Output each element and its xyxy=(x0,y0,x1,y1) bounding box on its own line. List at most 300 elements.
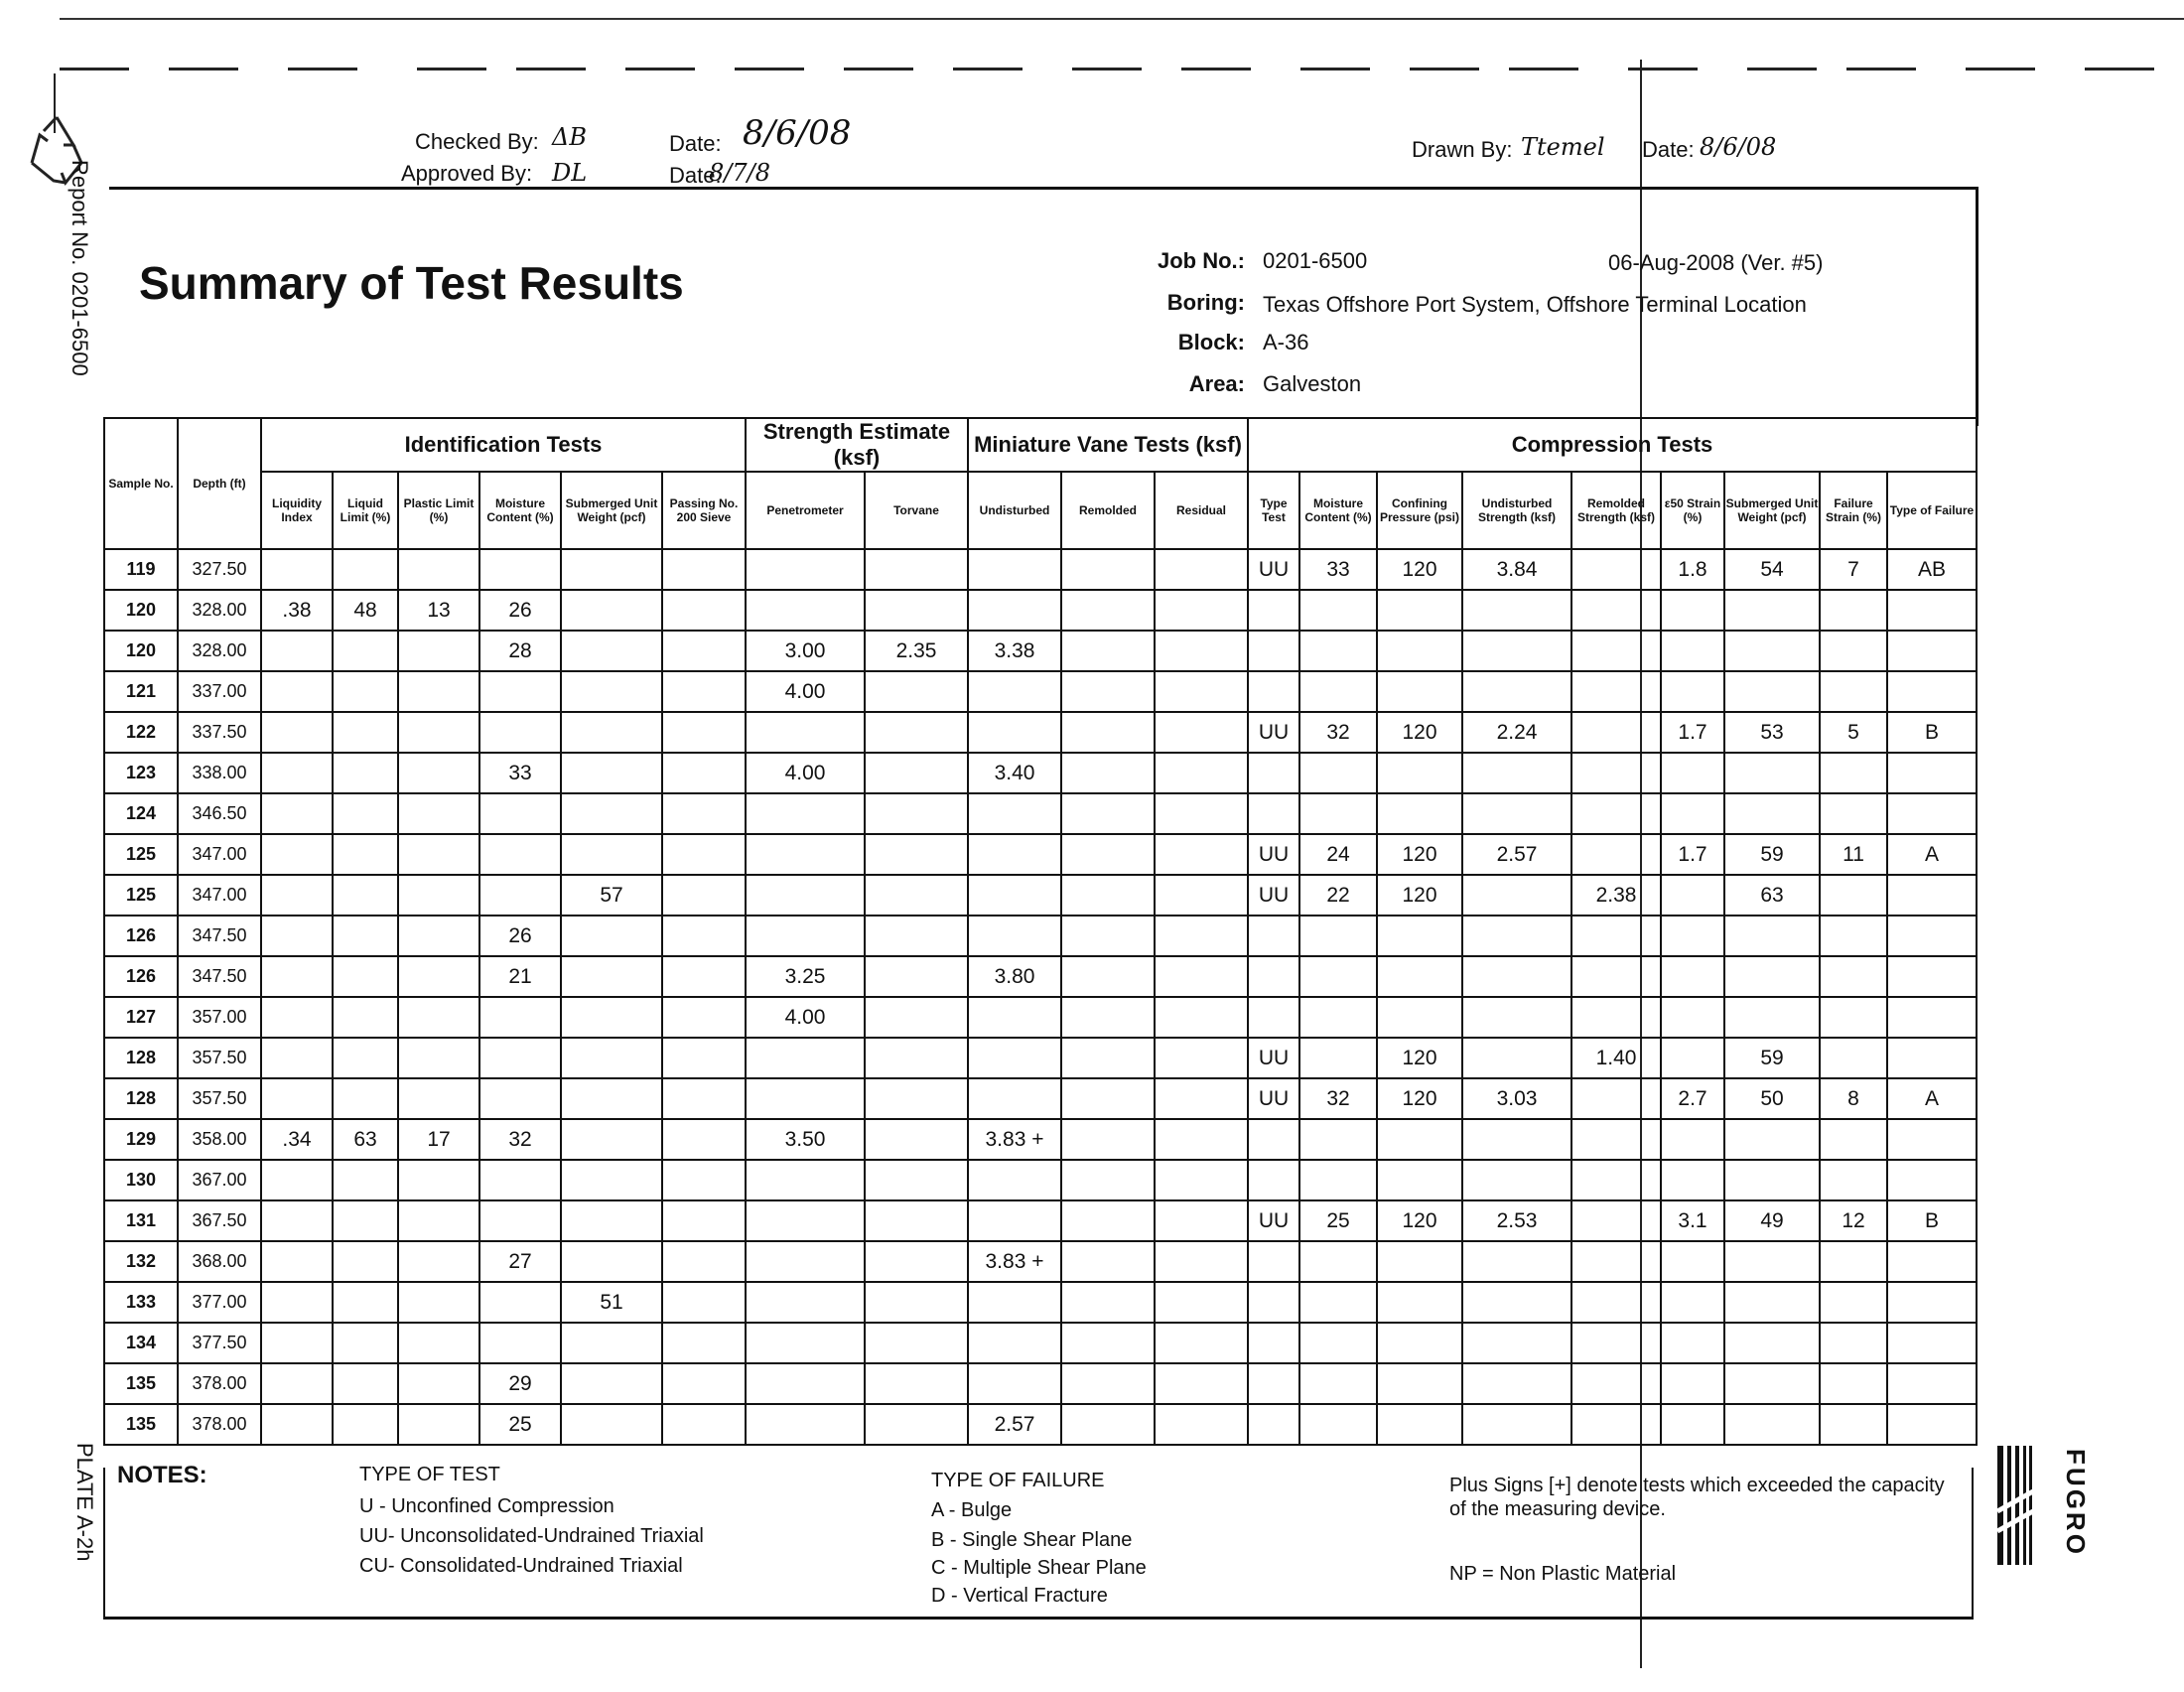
col-header: Liquidity Index xyxy=(261,472,333,549)
table-row xyxy=(104,549,1977,590)
table-cell xyxy=(1248,753,1299,793)
col-header: ε50 Strain (%) xyxy=(1661,472,1724,549)
table-cell xyxy=(333,1363,398,1404)
block-value: A-36 xyxy=(1263,330,1309,354)
table-cell xyxy=(662,1038,746,1078)
sample-no-cell: 131 xyxy=(104,1200,178,1241)
table-cell xyxy=(479,875,561,916)
table-cell xyxy=(662,549,746,590)
table-cell xyxy=(561,997,662,1038)
table-cell xyxy=(1724,1323,1820,1363)
table-cell xyxy=(398,1038,479,1078)
table-cell: .38 xyxy=(261,590,333,631)
table-cell xyxy=(1377,590,1462,631)
table-cell xyxy=(261,1241,333,1282)
table-cell xyxy=(1661,1119,1724,1160)
table-cell xyxy=(1377,1363,1462,1404)
table-cell: UU xyxy=(1248,1038,1299,1078)
table-row xyxy=(104,834,1977,875)
drawn-date-value: 8/6/08 xyxy=(1700,133,1777,161)
col-header: Passing No. 200 Sieve xyxy=(662,472,746,549)
group-miniature-vane-tests: Miniature Vane Tests (ksf) xyxy=(968,418,1248,472)
table-cell: 3.25 xyxy=(746,956,865,997)
table-cell xyxy=(1299,1282,1377,1323)
table-cell xyxy=(1724,793,1820,834)
page-title: Summary of Test Results xyxy=(139,257,684,309)
table-cell xyxy=(333,712,398,753)
table-cell xyxy=(1571,1119,1661,1160)
table-cell xyxy=(968,1200,1061,1241)
top-rule xyxy=(60,18,2184,20)
table-cell xyxy=(561,956,662,997)
table-cell xyxy=(1820,671,1887,712)
table-cell xyxy=(1155,631,1248,671)
table-cell xyxy=(1887,1363,1977,1404)
col-header: Submerged Unit Weight (pcf) xyxy=(1724,472,1820,549)
table-cell xyxy=(1248,997,1299,1038)
table-cell: 120 xyxy=(1377,549,1462,590)
depth-cell: 347.00 xyxy=(178,834,261,875)
date-value-2: 8/7/8 xyxy=(709,159,770,187)
table-cell xyxy=(746,1323,865,1363)
table-cell xyxy=(1724,671,1820,712)
table-cell xyxy=(1724,1282,1820,1323)
table-cell xyxy=(1820,997,1887,1038)
table-cell xyxy=(1155,834,1248,875)
table-cell xyxy=(746,1282,865,1323)
table-cell: 120 xyxy=(1377,712,1462,753)
table-cell xyxy=(1377,631,1462,671)
table-cell xyxy=(261,631,333,671)
col-header: Sample No. xyxy=(104,418,178,549)
scan-dash xyxy=(1072,68,1142,70)
table-cell xyxy=(968,916,1061,956)
type-of-test-item: UU- Unconsolidated-Undrained Triaxial xyxy=(359,1525,704,1547)
table-cell xyxy=(1462,671,1571,712)
depth-cell: 377.00 xyxy=(178,1282,261,1323)
table-cell: AB xyxy=(1887,549,1977,590)
table-cell xyxy=(398,834,479,875)
table-cell xyxy=(479,1282,561,1323)
table-cell: 2.7 xyxy=(1661,1078,1724,1119)
table-row xyxy=(104,875,1977,916)
table-cell: UU xyxy=(1248,834,1299,875)
sample-no-cell: 125 xyxy=(104,834,178,875)
depth-cell: 357.00 xyxy=(178,997,261,1038)
table-cell xyxy=(1661,1363,1724,1404)
approved-by-label: Approved By: xyxy=(401,161,533,186)
table-cell xyxy=(261,1200,333,1241)
table-cell xyxy=(1155,712,1248,753)
table-cell xyxy=(1820,1282,1887,1323)
table-cell xyxy=(1061,1038,1155,1078)
table-cell xyxy=(1820,631,1887,671)
scan-dash xyxy=(60,68,129,70)
col-header: Depth (ft) xyxy=(178,418,261,549)
table-cell xyxy=(1061,1119,1155,1160)
depth-cell: 358.00 xyxy=(178,1119,261,1160)
table-cell xyxy=(1377,1404,1462,1445)
table-cell: 33 xyxy=(1299,549,1377,590)
table-cell: 3.38 xyxy=(968,631,1061,671)
table-cell xyxy=(865,753,968,793)
table-cell xyxy=(261,1363,333,1404)
table-cell xyxy=(333,793,398,834)
table-cell: 32 xyxy=(1299,712,1377,753)
table-cell: 32 xyxy=(1299,1078,1377,1119)
table-cell xyxy=(662,834,746,875)
group-strength-estimate: Strength Estimate (ksf) xyxy=(746,418,968,472)
job-label: Job No.: xyxy=(1158,248,1245,273)
table-cell: 22 xyxy=(1299,875,1377,916)
table-cell xyxy=(662,793,746,834)
table-cell: 2.38 xyxy=(1571,875,1661,916)
table-row xyxy=(104,956,1977,997)
table-cell xyxy=(1571,793,1661,834)
table-row xyxy=(104,1200,1977,1241)
table-cell xyxy=(333,549,398,590)
date-value-1: 8/6/08 xyxy=(743,113,852,153)
table-row xyxy=(104,753,1977,793)
scan-dash xyxy=(1747,68,1817,70)
drawn-by-label: Drawn By: xyxy=(1412,137,1513,162)
table-cell: 2.53 xyxy=(1462,1200,1571,1241)
checked-by-signature: ΔB xyxy=(552,123,587,151)
depth-cell: 377.50 xyxy=(178,1323,261,1363)
table-cell xyxy=(1661,916,1724,956)
table-cell xyxy=(479,1200,561,1241)
table-cell xyxy=(1377,753,1462,793)
table-cell xyxy=(1724,631,1820,671)
table-cell xyxy=(561,753,662,793)
table-cell xyxy=(261,997,333,1038)
table-cell: 48 xyxy=(333,590,398,631)
table-cell xyxy=(968,834,1061,875)
table-cell xyxy=(1887,753,1977,793)
table-cell xyxy=(1571,1241,1661,1282)
table-row xyxy=(104,1404,1977,1445)
table-cell xyxy=(968,1078,1061,1119)
col-header: Penetrometer xyxy=(746,472,865,549)
table-cell xyxy=(1887,671,1977,712)
table-cell xyxy=(1462,1038,1571,1078)
table-cell xyxy=(333,1241,398,1282)
table-cell xyxy=(1887,1160,1977,1200)
table-cell xyxy=(865,1078,968,1119)
table-cell xyxy=(1820,1363,1887,1404)
sample-no-cell: 125 xyxy=(104,875,178,916)
table-cell xyxy=(479,793,561,834)
checked-by-label: Checked By: xyxy=(415,129,539,154)
date-version: 06-Aug-2008 (Ver. #5) xyxy=(1608,250,1824,275)
table-cell: 2.35 xyxy=(865,631,968,671)
table-cell xyxy=(1377,997,1462,1038)
table-cell: B xyxy=(1887,712,1977,753)
table-cell xyxy=(662,956,746,997)
table-cell xyxy=(398,631,479,671)
table-cell xyxy=(1061,1282,1155,1323)
non-plastic-note: NP = Non Plastic Material xyxy=(1449,1563,1677,1585)
table-cell xyxy=(1377,1323,1462,1363)
table-cell xyxy=(333,834,398,875)
depth-cell: 378.00 xyxy=(178,1404,261,1445)
scan-dash xyxy=(516,68,586,70)
table-row xyxy=(104,671,1977,712)
table-cell xyxy=(1299,1160,1377,1200)
col-header: Type of Failure xyxy=(1887,472,1977,549)
table-cell xyxy=(1248,631,1299,671)
table-cell xyxy=(333,1078,398,1119)
table-cell xyxy=(261,875,333,916)
table-cell: 120 xyxy=(1377,1078,1462,1119)
table-cell xyxy=(1061,793,1155,834)
table-cell: 21 xyxy=(479,956,561,997)
scan-dash xyxy=(1509,68,1578,70)
table-cell xyxy=(1571,1078,1661,1119)
table-cell xyxy=(1887,1241,1977,1282)
table-cell xyxy=(1820,753,1887,793)
table-cell: 3.00 xyxy=(746,631,865,671)
table-cell xyxy=(1299,1323,1377,1363)
table-cell xyxy=(1887,1404,1977,1445)
table-cell xyxy=(261,1323,333,1363)
table-cell xyxy=(398,793,479,834)
col-header: Remolded xyxy=(1061,472,1155,549)
table-cell xyxy=(479,1038,561,1078)
table-cell: 3.83 + xyxy=(968,1241,1061,1282)
table-cell xyxy=(968,1038,1061,1078)
table-cell xyxy=(1462,1323,1571,1363)
table-cell xyxy=(968,549,1061,590)
table-cell xyxy=(1661,1241,1724,1282)
table-cell: 4.00 xyxy=(746,997,865,1038)
table-cell xyxy=(865,1363,968,1404)
table-cell xyxy=(1462,1363,1571,1404)
table-cell xyxy=(865,793,968,834)
table-cell: 54 xyxy=(1724,549,1820,590)
table-cell: 2.57 xyxy=(968,1404,1061,1445)
table-cell: 63 xyxy=(333,1119,398,1160)
table-cell xyxy=(1571,1404,1661,1445)
table-cell xyxy=(398,712,479,753)
table-cell: 57 xyxy=(561,875,662,916)
scan-dash xyxy=(288,68,357,70)
scan-dash xyxy=(169,68,238,70)
table-cell xyxy=(1377,1119,1462,1160)
col-header: Undisturbed xyxy=(968,472,1061,549)
table-cell: 26 xyxy=(479,916,561,956)
table-cell xyxy=(746,712,865,753)
table-cell xyxy=(1155,1404,1248,1445)
scan-dash xyxy=(1181,68,1251,70)
table-cell xyxy=(561,1160,662,1200)
table-cell xyxy=(1299,590,1377,631)
table-cell xyxy=(1571,916,1661,956)
table-cell xyxy=(746,1078,865,1119)
table-cell xyxy=(1661,1038,1724,1078)
table-cell xyxy=(398,549,479,590)
table-cell xyxy=(333,956,398,997)
table-cell xyxy=(1061,1323,1155,1363)
table-cell xyxy=(1061,1363,1155,1404)
table-cell: 7 xyxy=(1820,549,1887,590)
sample-no-cell: 130 xyxy=(104,1160,178,1200)
table-cell xyxy=(333,1404,398,1445)
type-of-failure-item: D - Vertical Fracture xyxy=(931,1585,1108,1607)
table-cell xyxy=(1661,1282,1724,1323)
table-cell xyxy=(261,956,333,997)
table-cell xyxy=(561,1038,662,1078)
table-cell xyxy=(662,671,746,712)
table-cell xyxy=(333,1160,398,1200)
boring-label: Boring: xyxy=(1166,290,1245,315)
table-cell: 1.7 xyxy=(1661,712,1724,753)
table-cell: 53 xyxy=(1724,712,1820,753)
drawn-by-signature: Ttemel xyxy=(1521,133,1605,161)
table-cell: 4.00 xyxy=(746,671,865,712)
table-cell xyxy=(746,1363,865,1404)
table-cell xyxy=(333,916,398,956)
table-cell xyxy=(1155,793,1248,834)
table-cell xyxy=(1724,1404,1820,1445)
table-cell xyxy=(1661,793,1724,834)
table-cell xyxy=(1571,1160,1661,1200)
col-header: Moisture Content (%) xyxy=(479,472,561,549)
table-row xyxy=(104,1363,1977,1404)
table-cell xyxy=(1299,1241,1377,1282)
table-cell xyxy=(333,1038,398,1078)
depth-cell: 367.50 xyxy=(178,1200,261,1241)
table-cell: 120 xyxy=(1377,875,1462,916)
table-cell xyxy=(561,549,662,590)
table-cell xyxy=(662,712,746,753)
table-cell xyxy=(1155,1160,1248,1200)
table-cell xyxy=(1155,1323,1248,1363)
table-cell xyxy=(261,1078,333,1119)
table-cell xyxy=(865,916,968,956)
table-cell: 63 xyxy=(1724,875,1820,916)
table-cell xyxy=(398,956,479,997)
sample-no-cell: 134 xyxy=(104,1323,178,1363)
table-cell xyxy=(1299,631,1377,671)
table-cell xyxy=(1248,956,1299,997)
table-row xyxy=(104,997,1977,1038)
table-cell xyxy=(1299,1038,1377,1078)
table-cell xyxy=(662,916,746,956)
table-cell xyxy=(398,753,479,793)
table-cell xyxy=(1724,590,1820,631)
table-cell: 3.80 xyxy=(968,956,1061,997)
table-cell xyxy=(1377,793,1462,834)
table-cell xyxy=(746,1200,865,1241)
table-cell xyxy=(1661,1323,1724,1363)
table-row xyxy=(104,1282,1977,1323)
table-cell xyxy=(1462,793,1571,834)
table-cell xyxy=(968,997,1061,1038)
report-number: Report No. 0201-6500 xyxy=(68,160,92,376)
table-cell xyxy=(1820,793,1887,834)
table-cell xyxy=(261,753,333,793)
table-cell xyxy=(1248,671,1299,712)
table-cell xyxy=(1248,1160,1299,1200)
table-cell xyxy=(662,753,746,793)
table-cell xyxy=(1820,956,1887,997)
table-cell xyxy=(1887,875,1977,916)
table-cell: 8 xyxy=(1820,1078,1887,1119)
depth-cell: 346.50 xyxy=(178,793,261,834)
table-cell xyxy=(1571,712,1661,753)
approved-by-signature: DL xyxy=(552,159,588,187)
table-cell xyxy=(865,1160,968,1200)
table-cell xyxy=(1571,1323,1661,1363)
table-cell xyxy=(1248,590,1299,631)
table-cell xyxy=(333,671,398,712)
table-cell xyxy=(479,1160,561,1200)
table-cell: A xyxy=(1887,834,1977,875)
table-cell xyxy=(1571,1200,1661,1241)
depth-cell: 368.00 xyxy=(178,1241,261,1282)
table-cell xyxy=(479,997,561,1038)
table-cell xyxy=(662,1282,746,1323)
table-cell: UU xyxy=(1248,875,1299,916)
table-cell xyxy=(1887,1119,1977,1160)
table-cell xyxy=(1377,956,1462,997)
table-cell xyxy=(968,671,1061,712)
table-cell xyxy=(1661,1404,1724,1445)
table-cell xyxy=(1061,1200,1155,1241)
table-cell xyxy=(1887,916,1977,956)
table-cell xyxy=(1061,1160,1155,1200)
sample-no-cell: 127 xyxy=(104,997,178,1038)
table-cell xyxy=(1820,1323,1887,1363)
scan-dash xyxy=(1628,68,1698,70)
table-cell xyxy=(1248,1282,1299,1323)
depth-cell: 347.50 xyxy=(178,956,261,997)
scan-dash xyxy=(1966,68,2035,70)
depth-cell: 378.00 xyxy=(178,1363,261,1404)
table-cell: 59 xyxy=(1724,1038,1820,1078)
col-header: Undisturbed Strength (ksf) xyxy=(1462,472,1571,549)
col-header: Torvane xyxy=(865,472,968,549)
sample-no-cell: 133 xyxy=(104,1282,178,1323)
table-cell xyxy=(1462,1404,1571,1445)
table-cell xyxy=(1155,1200,1248,1241)
scan-dash xyxy=(1846,68,1916,70)
table-cell xyxy=(968,1323,1061,1363)
table-cell: .34 xyxy=(261,1119,333,1160)
table-cell xyxy=(479,1323,561,1363)
table-cell xyxy=(865,956,968,997)
table-cell xyxy=(865,1282,968,1323)
table-cell xyxy=(1661,753,1724,793)
table-cell xyxy=(398,1241,479,1282)
table-cell xyxy=(261,916,333,956)
table-cell xyxy=(1299,793,1377,834)
table-cell xyxy=(1061,916,1155,956)
sample-no-cell: 119 xyxy=(104,549,178,590)
table-cell xyxy=(1462,956,1571,997)
fugro-logo-text: FUGRO xyxy=(2060,1449,2091,1557)
scan-dash xyxy=(417,68,486,70)
table-cell xyxy=(479,1078,561,1119)
table-cell: UU xyxy=(1248,712,1299,753)
table-cell xyxy=(398,671,479,712)
table-cell xyxy=(1248,1323,1299,1363)
col-header: Liquid Limit (%) xyxy=(333,472,398,549)
area-value: Galveston xyxy=(1263,371,1362,396)
depth-cell: 357.50 xyxy=(178,1038,261,1078)
table-cell xyxy=(1248,1119,1299,1160)
